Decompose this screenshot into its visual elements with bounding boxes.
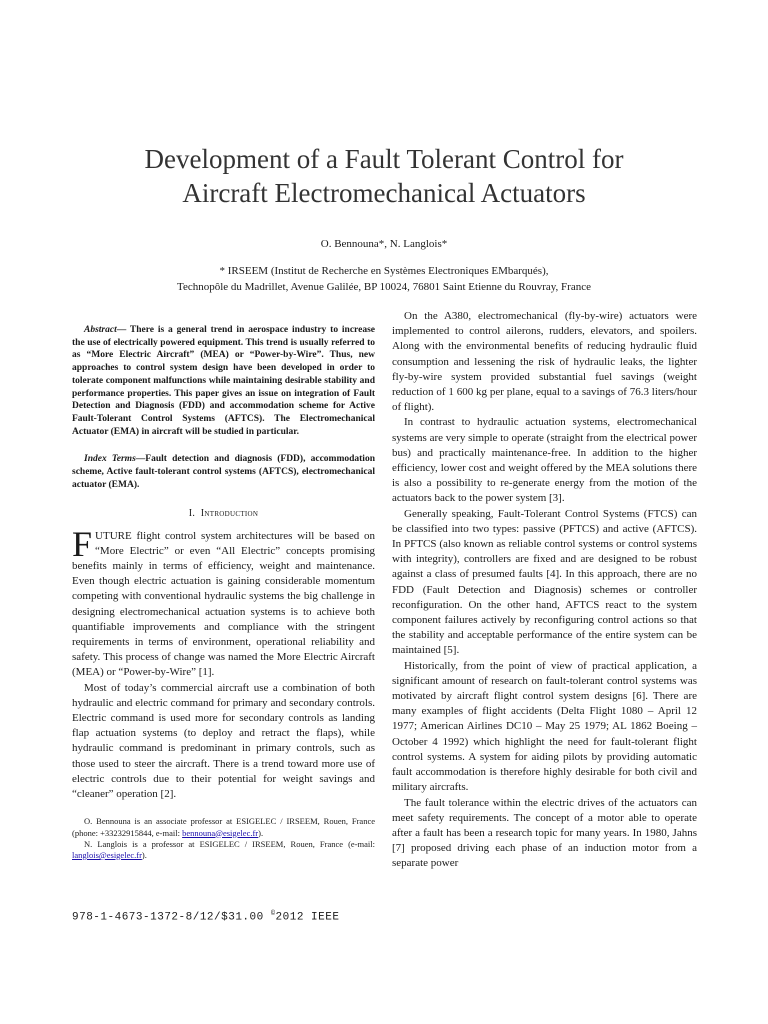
affiliation-line-1: * IRSEEM (Institut de Recherche en Systèmes Electroniques EMbarqués),: [219, 265, 549, 277]
intro-paragraph-1-text: UTURE flight control system architectures will be based on “More Electric” or even “All Electric” concepts promising benefits mainly in terms of efficiency, weight and maintenance. Even though electric actuation is gaining considerable momentum competing with conventional hydraulic systems the big challenge in designing electromechanical actuation systems is to achieve both quantifiable improvements and compliance with the stringent requirements in terms of environment, operational reliability and safety. This process of change was named the More Electric Aircraft (MEA) or “Power-by-Wire” [1].: [72, 529, 375, 679]
affiliation-line-2: Technopôle du Madrillet, Avenue Galilée, BP 10024, 76801 Saint Etienne du Rouvray, France: [177, 281, 591, 293]
right-paragraph-5: The fault tolerance within the electric drives of the actuators can meet safety requirements. The concept of a motor able to operate after a fault has been a research topic for many years. In 1980, Jahns [7] proposed driving each phase of an induction motor from a separate power: [392, 796, 697, 870]
email-link-langlois[interactable]: langlois@esigelec.fr: [72, 849, 142, 860]
section-numeral: I.: [188, 508, 196, 520]
authors: O. Bennouna*, N. Langlois*: [320, 238, 448, 250]
footnote-1-end: ).: [258, 827, 264, 838]
right-column: [392, 309, 697, 872]
drop-cap: F: [72, 523, 93, 564]
footnote-1-text: O. Bennouna is an associate professor at ESIGELEC / IRSEEM, Rouen, France (phone: +33232915844, e-mail:: [72, 816, 375, 838]
intro-paragraph-1: [72, 523, 375, 681]
copyright-symbol: ©: [270, 910, 276, 918]
affiliation: [60, 263, 708, 295]
email-link-bennouna[interactable]: bennouna@esigelec.fr: [182, 827, 259, 838]
title-line-2: Aircraft Electromechanical Actuators: [182, 178, 586, 208]
index-terms: [72, 453, 375, 491]
isbn-year: 2012 IEEE: [275, 911, 340, 924]
abstract-lead: Abstract: [84, 325, 117, 335]
footnote-1: [72, 816, 375, 838]
title-line-1: Development of a Fault Tolerant Control for: [144, 144, 624, 174]
paper-title: [60, 142, 708, 210]
footnotes: [72, 816, 375, 861]
right-paragraph-4: Historically, from the point of view of practical application, a significant amount of research on fault-tolerant control systems was motivated by aircraft flight control system designs [6]. There are many examples of flight accidents (Delta Flight 1080 – April 12 1977; American Airlines DC10 – May 25 1979; AL 1862 Boeing – October 4 1992) which highlight the need for fault-tolerant flight control systems. A system for aiding pilots by providing automatic fault accommodation is therefore highly desirable for both civil and military aircrafts.: [392, 659, 697, 794]
footnote-2-text: N. Langlois is a professor at ESIGELEC / IRSEEM, Rouen, France (e-mail:: [84, 838, 375, 849]
abstract: [72, 324, 375, 438]
isbn-copyright-line: [72, 910, 339, 924]
left-column: [72, 324, 375, 861]
abstract-body: — There is a general trend in aerospace industry to increase the use of electrically powered equipment. This trend is usually referred to as “More Electric Aircraft” (MEA) or “Power-by-Wire”. Thus, new approaches to control system design have been developed in order to tolerate component malfunctions while maintaining desirable stability and performance properties. This paper gives an issue on integration of Fault Detection and Diagnosis (FDD) and accommodation scheme for Active Fault-Tolerant Control Systems (AFTCS). The Electromechanical Actuator (EMA) in aircraft will be studied in particular.: [72, 325, 375, 437]
index-terms-body: —Fault detection and diagnosis (FDD), accommodation scheme, Active fault-tolerant control systems (AFTCS), electromechanical actuator (EMA).: [72, 454, 375, 490]
right-paragraph-3: Generally speaking, Fault-Tolerant Control Systems (FTCS) can be classified into two types: passive (PFTCS) and active (AFTCS). In PFTCS (also known as reliable control systems or control systems with integrity), controllers are fixed and are designed to be robust against a class of presumed faults [4]. In this approach, there are no FDD (Fault Detection and Diagnosis) schemes or controller reconfiguration. On the other hand, AFTCS react to the system component failures actively by reconfiguring control actions so that the stability and acceptable performance of the entire system can be maintained [5].: [392, 507, 697, 657]
footnote-2: [72, 839, 375, 861]
index-terms-lead: Index Terms: [84, 454, 136, 465]
right-paragraph-2: In contrast to hydraulic actuation systems, electromechanical systems are very simple to operate (straight from the electrical power bus) and practically maintenance-free. In addition to the higher efficiency, lower cost and weight offered by the MEA solutions there is also a possibility to re-generate energy from the motion of the actuators back to the power system [3].: [392, 416, 697, 505]
right-paragraph-1: On the A380, electromechanical (fly-by-wire) actuators were implemented to control ailerons, rudders, elevators, and spoilers. Along with the environmental benefits of reducing hydraulic fluid consumption and lessening the risk of hydraulic leaks, the lighter fly-by-wire system provided substantial fuel savings (weight reduction of 1 600 kg per plane, equal to a savings of 76.3 liters/hour of flight).: [392, 310, 697, 414]
section-heading: [72, 506, 375, 521]
isbn-text: 978-1-4673-1372-8/12/$31.00: [72, 911, 271, 924]
footnote-2-end: ).: [141, 849, 147, 860]
section-title: Introduction: [200, 508, 259, 520]
intro-paragraph-2: Most of today’s commercial aircraft use a combination of both hydraulic and electric command for primary and secondary controls. Electric command is used more for secondary controls as landing flap actuation systems (to deploy and retract the flaps), while hydraulic command is predominant in primary controls, such as those used to steer the aircraft. There is a trend toward more use of electric controls due to their potential for weight savings and “cleaner” operation [2].: [72, 681, 375, 801]
